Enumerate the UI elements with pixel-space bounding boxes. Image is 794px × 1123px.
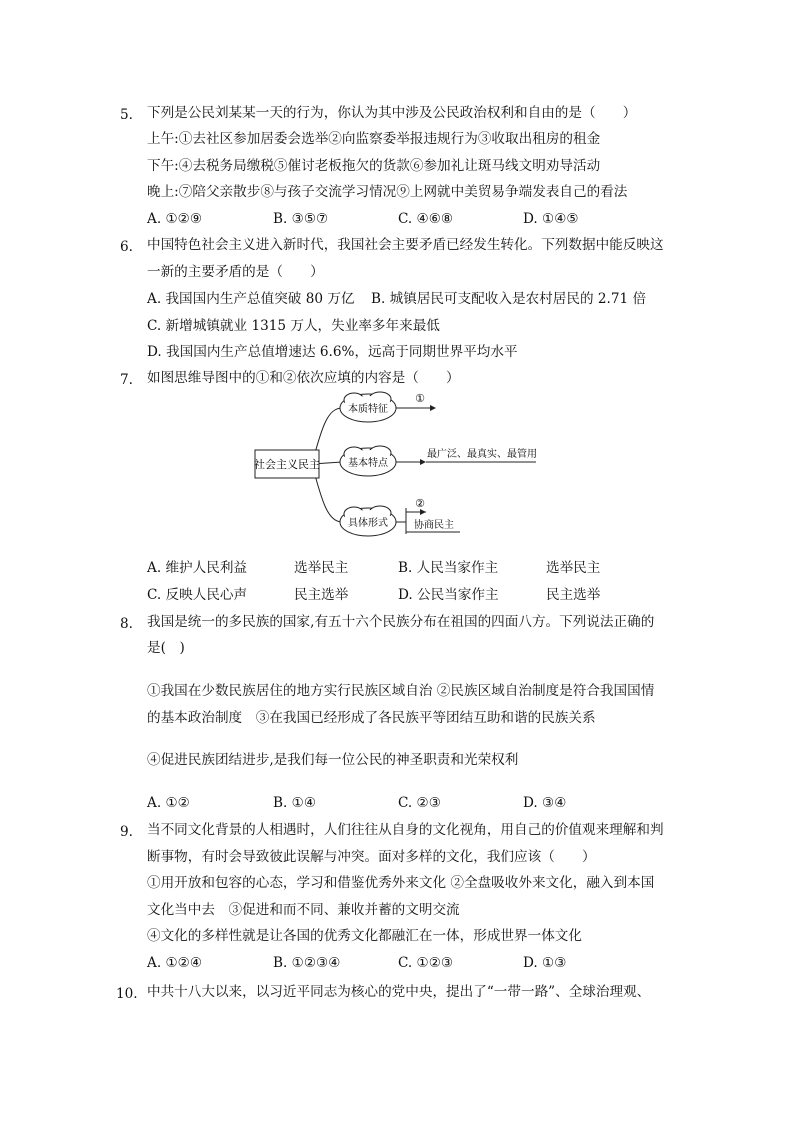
question-8-option-a: A. ①②	[147, 795, 190, 811]
question-6-option-a: A. 我国国内生产总值突破 80 万亿	[147, 291, 355, 307]
question-8-number: 8.	[120, 616, 133, 632]
cloud-node-essence	[340, 392, 396, 422]
features-text: 最广泛、最真实、最管用	[427, 449, 537, 460]
question-8-stem-line-1: 我国是统一的多民族的国家,有五十六个民族分布在祖国的四面八方。下列说法正确的	[147, 614, 655, 630]
question-5-evening: 晚上:⑦陪父亲散步⑧与孩子交流学习情况⑨上网就中美贸易争端发表自己的看法	[147, 184, 628, 200]
cloud-label-forms: 具体形式	[348, 518, 388, 529]
question-7-option-c: C. 反映人民心声	[147, 587, 248, 603]
arrow-head-icon	[430, 405, 436, 411]
question-9-item-line-3: ④文化的多样性就是让各国的优秀文化都融汇在一体，形成世界一体文化	[147, 928, 582, 944]
question-9-item-line-1: ①用开放和包容的心态，学习和借鉴优秀外来文化 ②全盘吸收外来文化，融入到本国	[147, 875, 655, 891]
question-9-option-d: D. ①③	[523, 955, 567, 971]
question-5-number: 5.	[120, 107, 133, 123]
question-6-stem-line-2: 一新的主要矛盾的是（ ）	[147, 264, 324, 280]
question-9-option-b: B. ①②③④	[273, 955, 341, 971]
question-6-stem-line-1: 中国特色社会主义进入新时代，我国社会主要矛盾已经发生转化。下列数据中能反映这	[147, 237, 664, 253]
question-8-option-c: C. ②③	[398, 795, 441, 811]
question-9-option-c: C. ①②③	[398, 955, 454, 971]
question-9-stem-line-2: 断事物，有时会导致彼此误解与冲突。面对多样的文化，我们应该（ ）	[147, 849, 596, 865]
question-5-morning: 上午:①去社区参加居委会选举②向监察委举报违规行为③收取出租房的租金	[147, 131, 601, 147]
question-7-option-a: A. 维护人民利益	[147, 560, 248, 576]
blank-1-label: ①	[415, 392, 425, 405]
arrow-head-icon	[420, 459, 426, 465]
question-6-option-c: C. 新增城镇就业 1315 万人，失业率多年来最低	[147, 318, 440, 334]
forms-text: 协商民主	[414, 520, 454, 531]
question-8-item-line-1: ①我国在少数民族居住的地方实行民族区域自治 ②民族区域自治制度是符合我国国情	[147, 683, 655, 699]
question-5-option-b: B. ③⑤⑦	[273, 211, 329, 227]
question-10-stem: 中共十八大以来，以习近平同志为核心的党中央，提出了“一带一路”、全球治理观、	[147, 984, 651, 1000]
question-7-option-d: D. 公民当家作主	[398, 587, 499, 603]
question-6-number: 6.	[120, 239, 133, 255]
question-7-option-d-second: 民主选举	[546, 587, 601, 603]
question-8-option-d: D. ③④	[523, 795, 567, 811]
cloud-label-essence: 本质特征	[348, 404, 388, 415]
question-5-stem: 下列是公民刘某某一天的行为，你认为其中涉及公民政治权利和自由的是（ ）	[147, 105, 637, 121]
question-7-option-c-second: 民主选举	[294, 587, 349, 603]
question-8-item-line-2: 的基本政治制度 ③在我国已经形成了各民族平等团结互助和谐的民族关系	[147, 710, 596, 726]
blank-2-label: ②	[415, 497, 425, 510]
cloud-node-forms	[340, 506, 396, 536]
question-9-item-line-2: 文化当中去 ③促进和而不同、兼收并蓄的文明交流	[147, 902, 460, 918]
question-5-option-c: C. ④⑥⑧	[398, 211, 454, 227]
cloud-node-features	[340, 446, 396, 476]
question-5-option-d: D. ①④⑤	[523, 211, 579, 227]
center-node-label: 社会主义民主	[254, 458, 320, 471]
question-8-stem-line-2: 是( )	[147, 640, 185, 656]
question-8-item-line-3: ④促进民族团结进步,是我们每一位公民的神圣职责和光荣权利	[147, 752, 519, 768]
question-7-option-b: B. 人民当家作主	[398, 560, 499, 576]
question-7-option-a-second: 选举民主	[294, 560, 349, 576]
question-7-option-b-second: 选举民主	[546, 560, 601, 576]
question-5-option-a: A. ①②⑨	[147, 211, 203, 227]
mind-map-diagram	[250, 386, 550, 542]
question-9-number: 9.	[120, 824, 133, 840]
question-10-number: 10.	[116, 986, 138, 1002]
question-6-option-b: B. 城镇居民可支配收入是农村居民的 2.71 倍	[371, 291, 647, 307]
question-5-afternoon: 下午:④去税务局缴税⑤催讨老板拖欠的货款⑥参加礼让斑马线文明劝导活动	[147, 158, 601, 174]
question-7-number: 7.	[120, 372, 133, 388]
question-8-option-b: B. ①④	[273, 795, 317, 811]
question-9-option-a: A. ①②④	[147, 955, 203, 971]
question-6-option-d: D. 我国国内生产总值增速达 6.6%，远高于同期世界平均水平	[147, 344, 518, 360]
question-9-stem-line-1: 当不同文化背景的人相遇时，人们往往从自身的文化视角，用自己的价值观来理解和判	[147, 822, 664, 838]
cloud-label-features: 基本特点	[348, 458, 388, 469]
question-7-stem: 如图思维导图中的①和②依次应填的内容是（ ）	[147, 370, 460, 386]
